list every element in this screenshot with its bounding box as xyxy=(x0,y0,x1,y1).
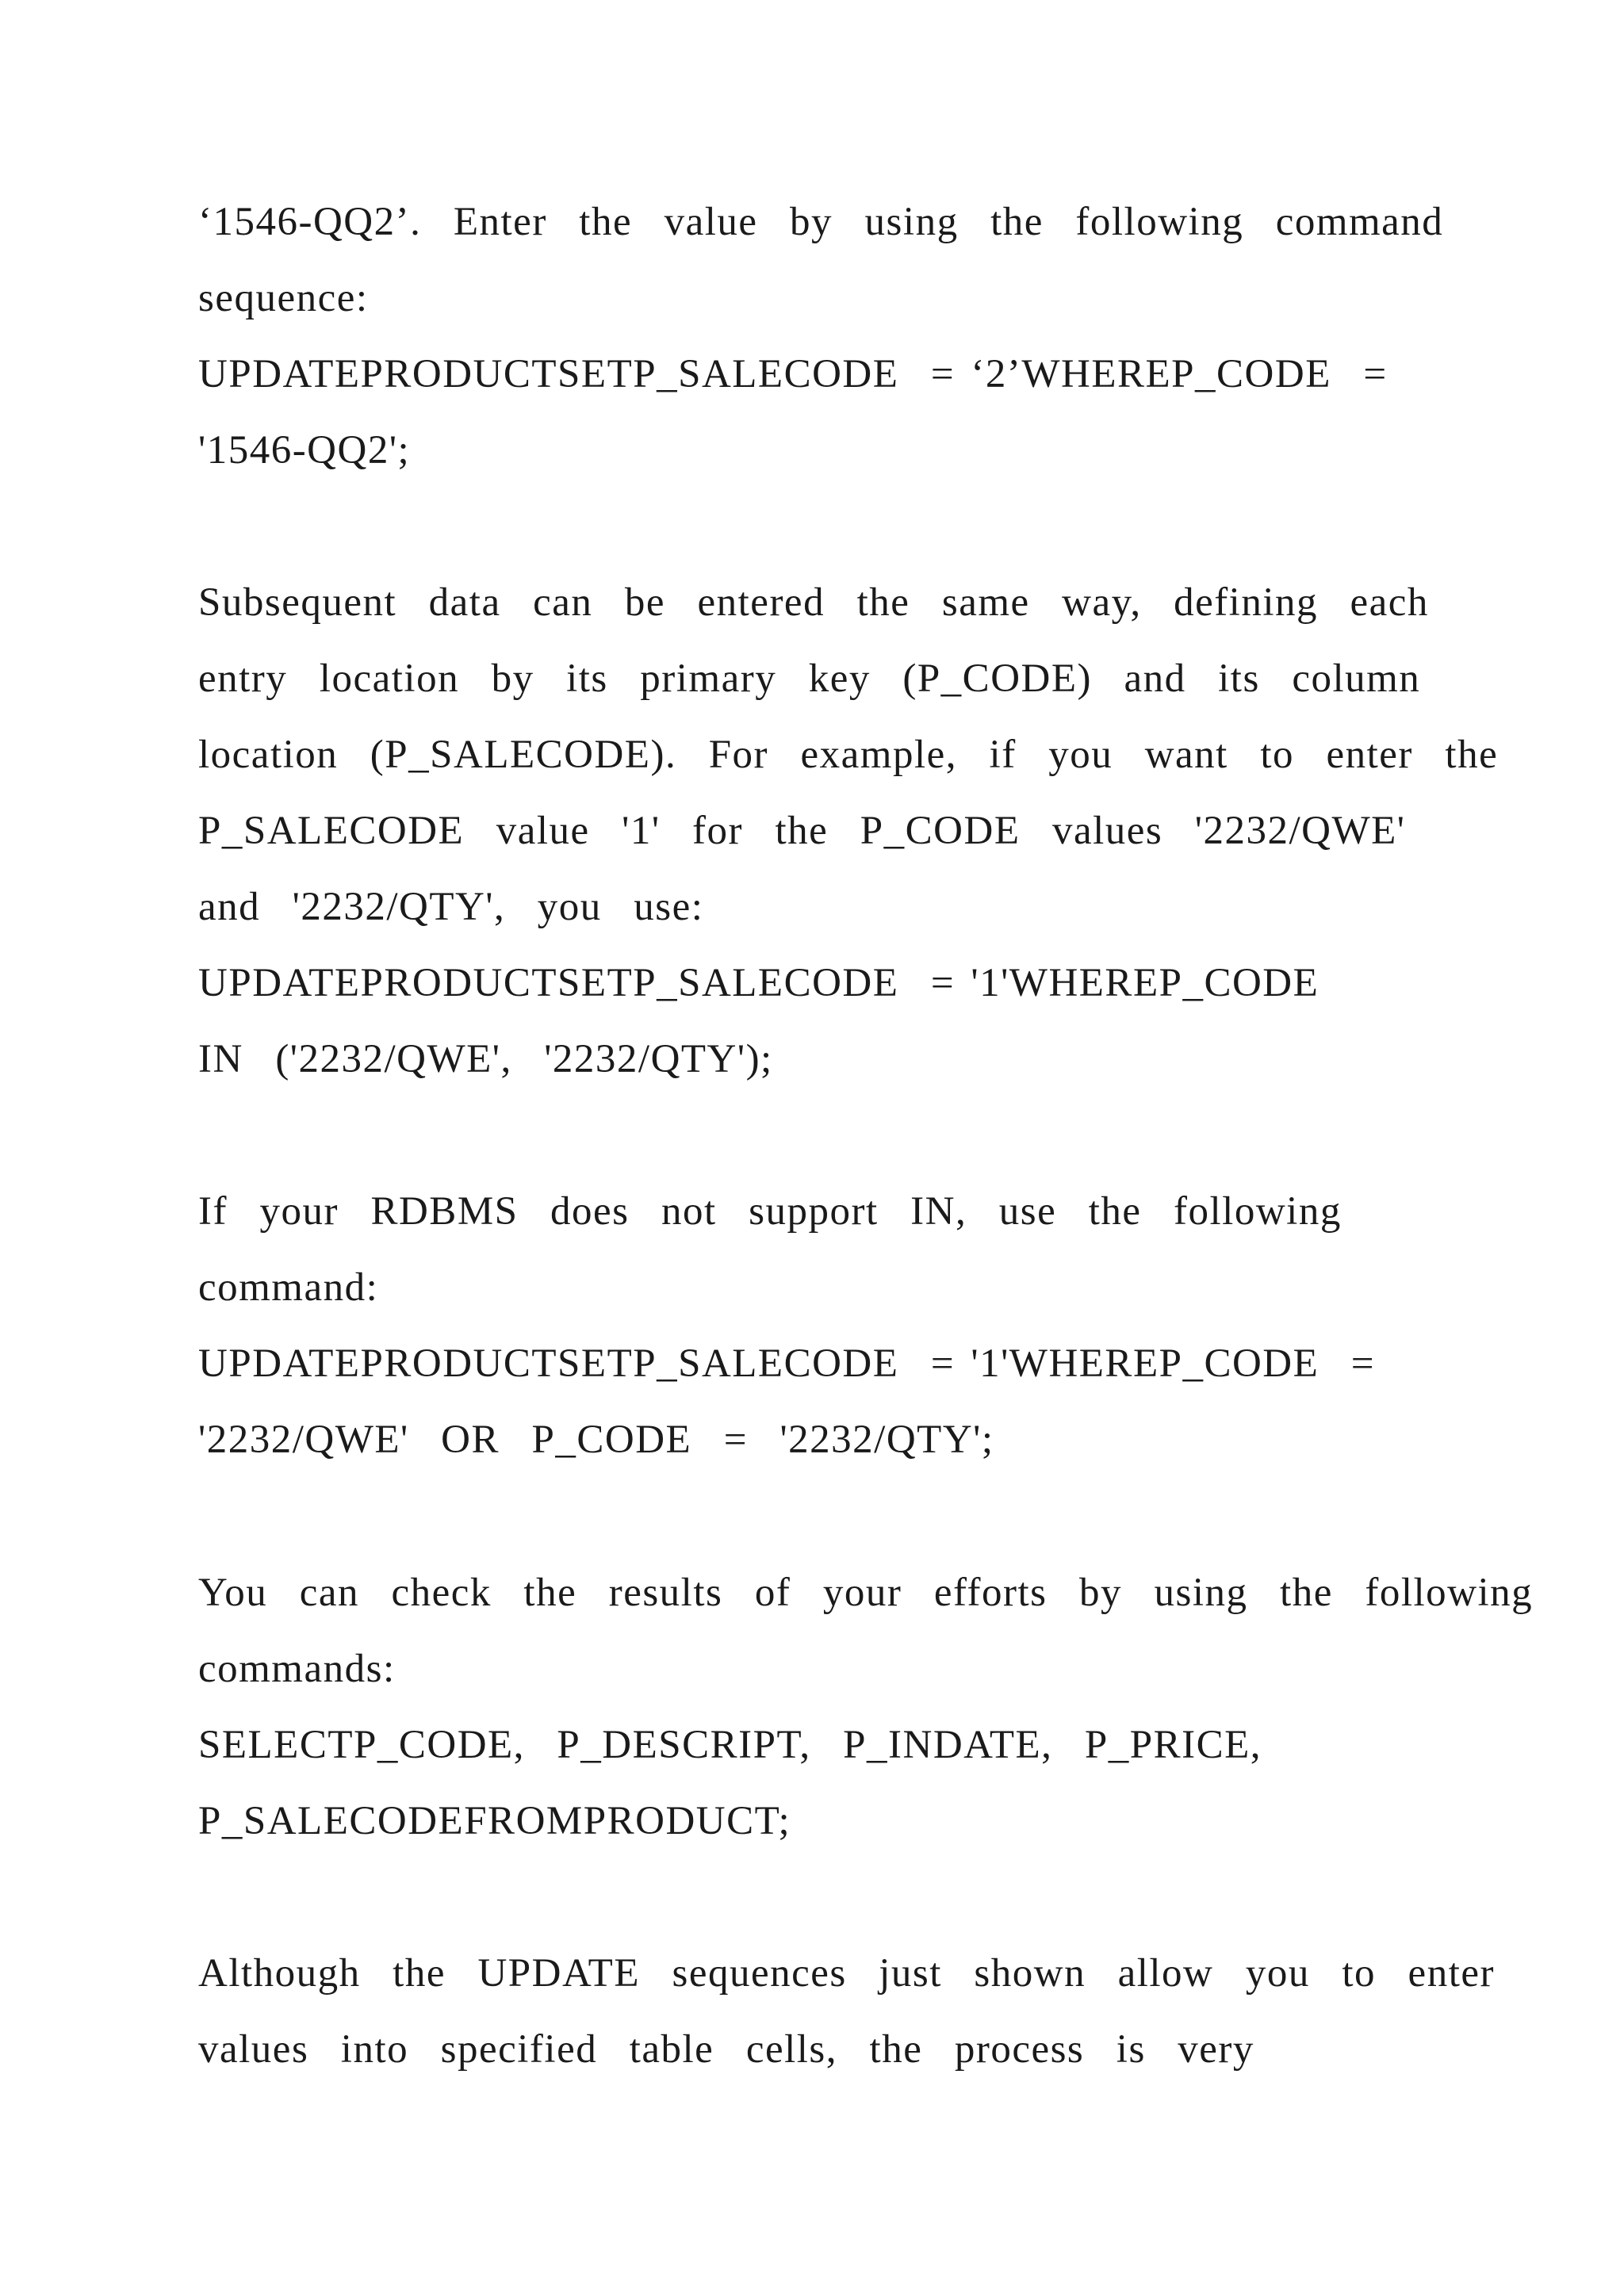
text-line: You can check the results of your efforts by using the following xyxy=(198,1571,1534,1615)
code-line: SELECTP_CODE, P_DESCRIPT, P_INDATE, P_PRICE, xyxy=(198,1723,1262,1767)
text-line: command: xyxy=(198,1265,379,1310)
text-line: sequence: xyxy=(198,276,369,320)
code-line: '1546-QQ2'; xyxy=(198,428,411,473)
code-line: UPDATEPRODUCTSETP_SALECODE = '1'WHEREP_CODE xyxy=(198,961,1320,1005)
text-line: If your RDBMS does not support IN, use the following xyxy=(198,1189,1342,1234)
text-line: ‘1546-QQ2’. Enter the value by using the following command xyxy=(198,200,1444,244)
text-line: Although the UPDATE sequences just shown allow you to enter xyxy=(198,1951,1495,1996)
text-line: values into specified table cells, the process is very xyxy=(198,2027,1254,2072)
text-line: Subsequent data can be entered the same way, defining each xyxy=(198,580,1429,625)
text-line: commands: xyxy=(198,1647,396,1691)
text-line: and '2232/QTY', you use: xyxy=(198,885,704,929)
text-line: location (P_SALECODE). For example, if you want to enter the xyxy=(198,733,1499,777)
code-line: UPDATEPRODUCTSETP_SALECODE = ‘2’WHEREP_CODE = xyxy=(198,352,1388,396)
text-line: P_SALECODE value '1' for the P_CODE values '2232/QWE' xyxy=(198,809,1406,853)
text-line: entry location by its primary key (P_CODE) and its column xyxy=(198,656,1421,701)
code-line: IN ('2232/QWE', '2232/QTY'); xyxy=(198,1037,773,1081)
code-line: P_SALECODEFROMPRODUCT; xyxy=(198,1799,791,1843)
code-line: '2232/QWE' OR P_CODE = '2232/QTY'; xyxy=(198,1418,994,1462)
code-line: UPDATEPRODUCTSETP_SALECODE = '1'WHEREP_CODE = xyxy=(198,1341,1376,1386)
